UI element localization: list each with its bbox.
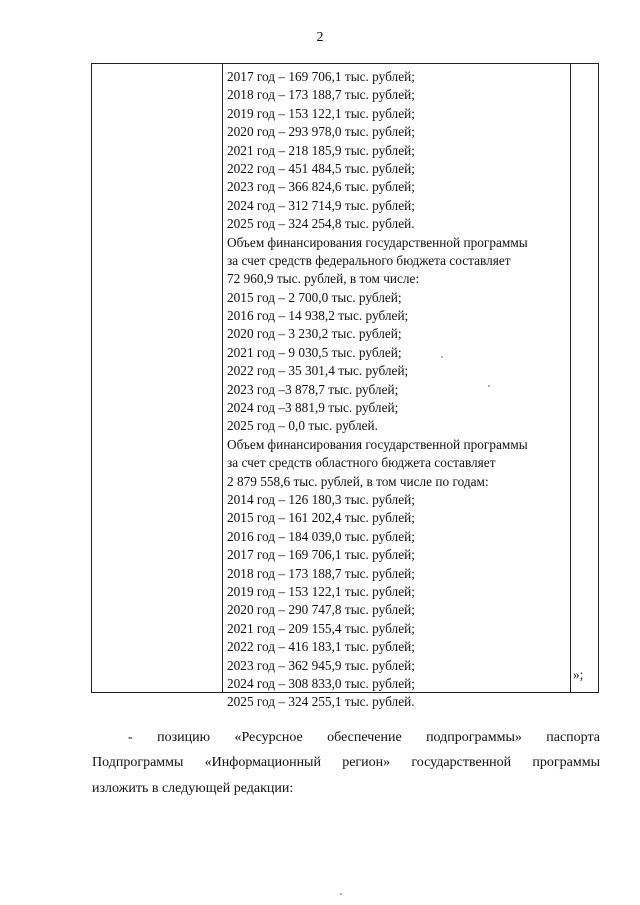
table-line: 2023 год –3 878,7 тыс. рублей; — [227, 381, 399, 397]
table-line: 2023 год – 362 945,9 тыс. рублей; — [227, 657, 415, 673]
closing-quote-mark: »; — [573, 667, 584, 682]
table-line: Объем финансирования государственной программы — [227, 234, 528, 250]
table-line: 2015 год – 161 202,4 тыс. рублей; — [227, 510, 415, 526]
scan-speck — [488, 385, 490, 387]
body-paragraph-line-2: Подпрограммы «Информационный регион» государственной программы — [92, 755, 600, 770]
table-divider-right — [570, 64, 571, 692]
table-line: 2020 год – 290 747,8 тыс. рублей; — [227, 602, 415, 618]
table-line: 2025 год – 324 255,1 тыс. рублей. — [227, 694, 415, 710]
table-line: 2020 год – 293 978,0 тыс. рублей; — [227, 124, 415, 140]
table-line: 2021 год – 209 155,4 тыс. рублей; — [227, 620, 415, 636]
table-line: 2015 год – 2 700,0 тыс. рублей; — [227, 289, 402, 305]
table-line: 2018 год – 173 188,7 тыс. рублей; — [227, 87, 415, 103]
table-line: 2014 год – 126 180,3 тыс. рублей; — [227, 491, 415, 507]
table-line: 2020 год – 3 230,2 тыс. рублей; — [227, 326, 402, 342]
table-line: за счет средств областного бюджета составляет — [227, 455, 496, 471]
table-line: 2016 год – 184 039,0 тыс. рублей; — [227, 528, 415, 544]
table-line: 2025 год – 0,0 тыс. рублей. — [227, 418, 378, 434]
table-line: 2024 год – 308 833,0 тыс. рублей; — [227, 675, 415, 691]
table-content-cell — [227, 68, 567, 712]
table-line: 2016 год – 14 938,2 тыс. рублей; — [227, 308, 409, 324]
table-line: 2025 год – 324 254,8 тыс. рублей. — [227, 216, 415, 232]
table-line: 2021 год – 218 185,9 тыс. рублей; — [227, 142, 415, 158]
page-number: 2 — [316, 30, 324, 45]
table-divider-left — [222, 64, 223, 692]
table-line: 2 879 558,6 тыс. рублей, в том числе по годам: — [227, 473, 489, 489]
table-line: 2024 год – 312 714,9 тыс. рублей; — [227, 197, 415, 213]
table-line: 2019 год – 153 122,1 тыс. рублей; — [227, 105, 415, 121]
body-paragraph-line-1: - позицию «Ресурсное обеспечение подпрограммы» паспорта — [128, 730, 600, 745]
table-line: Объем финансирования государственной программы — [227, 436, 528, 452]
table-line: 2022 год – 451 484,5 тыс. рублей; — [227, 160, 415, 176]
table-line: 2023 год – 366 824,6 тыс. рублей; — [227, 179, 415, 195]
table-line: 2017 год – 169 706,1 тыс. рублей; — [227, 69, 415, 84]
table-line: 2017 год – 169 706,1 тыс. рублей; — [227, 547, 415, 563]
table-line: за счет средств федерального бюджета составляет — [227, 252, 511, 268]
table-line: 2019 год – 153 122,1 тыс. рублей; — [227, 583, 415, 599]
scan-speck — [340, 893, 342, 895]
financing-table — [91, 63, 599, 710]
table-line: 2022 год – 416 183,1 тыс. рублей; — [227, 639, 415, 655]
table-line: 2024 год –3 881,9 тыс. рублей; — [227, 400, 399, 416]
scan-speck — [441, 356, 443, 358]
table-line: 2018 год – 173 188,7 тыс. рублей; — [227, 565, 415, 581]
table-line: 72 960,9 тыс. рублей, в том числе: — [227, 271, 420, 287]
body-paragraph-line-3: изложить в следующей редакции: — [92, 781, 294, 796]
table-line: 2021 год – 9 030,5 тыс. рублей; — [227, 344, 402, 360]
table-line: 2022 год – 35 301,4 тыс. рублей; — [227, 363, 409, 379]
